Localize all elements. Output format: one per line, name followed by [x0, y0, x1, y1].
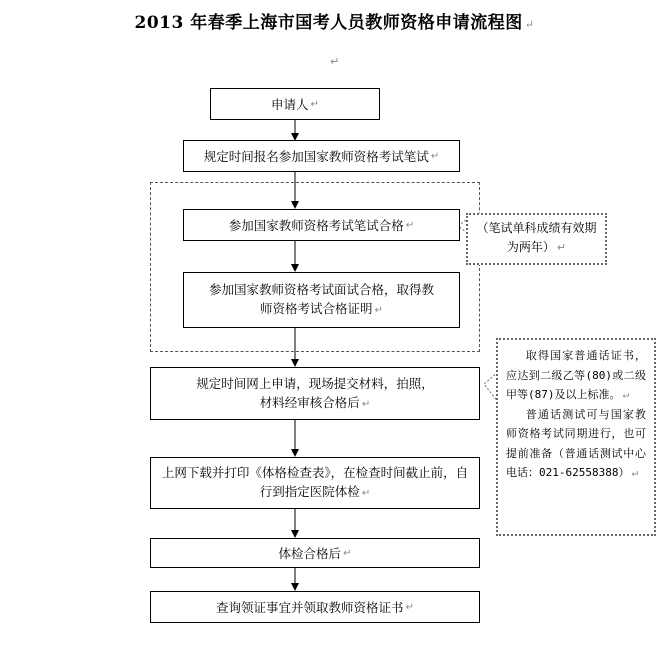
paragraph-mark: ↵	[330, 55, 340, 68]
title-text: 2013 年春季上海市国考人员教师资格申请流程图	[134, 13, 523, 33]
step-written-pass-label: 参加国家教师资格考试笔试合格	[228, 217, 404, 233]
paragraph-mark: ↵	[343, 547, 352, 559]
step-applicant	[210, 88, 380, 120]
paragraph-mark: ↵	[524, 18, 535, 31]
step-certificate-label: 查询领证事宜并领取教师资格证书	[216, 599, 404, 615]
paragraph-mark: ↵	[361, 488, 371, 499]
step-register-label: 规定时间报名参加国家教师资格考试笔试	[203, 148, 429, 164]
note-putonghua-cert: 取得国家普通话证书，应达到二级乙等(80)或二级甲等(87)及以上标准。	[506, 349, 646, 401]
step-online-apply	[150, 367, 480, 420]
step-medical-download-label: 上网下载并打印《体格检查表》，在检查时间截止前，自行到指定医院体检	[161, 465, 469, 499]
paragraph-mark: ↵	[556, 241, 567, 254]
paragraph-mark: ↵	[310, 98, 319, 110]
step-interview-pass	[183, 272, 460, 328]
note-score-validity	[466, 213, 607, 265]
paragraph-mark: ↵	[405, 219, 415, 231]
step-interview-pass-label: 参加国家教师资格考试面试合格，取得教师资格考试合格证明	[208, 282, 434, 316]
step-medical-download	[150, 457, 480, 509]
paragraph-mark: ↵	[430, 150, 440, 162]
step-certificate	[150, 591, 480, 623]
step-medical-pass	[150, 538, 480, 568]
paragraph-mark: ↵	[405, 601, 414, 613]
step-written-pass	[183, 209, 460, 241]
step-medical-pass-label: 体检合格后	[278, 545, 342, 561]
step-applicant-label: 申请人	[271, 96, 309, 112]
note-score-validity-text: （笔试单科成绩有效期为两年）	[476, 221, 597, 254]
step-online-apply-label: 规定时间网上申请，现场提交材料，拍照，材料经审核合格后	[196, 375, 434, 410]
paragraph-mark: ↵	[361, 398, 371, 410]
paragraph-mark: ↵	[631, 466, 639, 479]
paragraph-mark: ↵	[622, 388, 630, 401]
step-register	[183, 140, 460, 172]
paragraph-mark: ↵	[374, 305, 383, 316]
note-putonghua	[496, 338, 656, 536]
note-putonghua-test: 普通话测试可与国家教师资格考试同期进行，也可提前准备（普通话测试中心电话：021-62558388）	[506, 407, 646, 479]
